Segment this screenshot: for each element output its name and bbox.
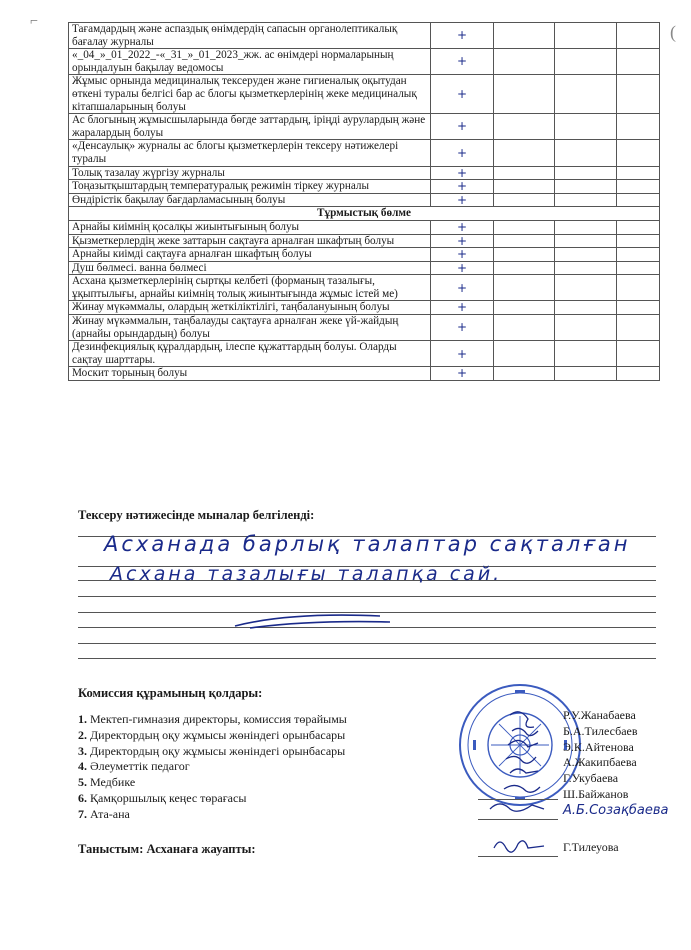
member-name: А.Жакипбаева [563, 755, 637, 770]
commission-member [78, 744, 347, 760]
empty-cell [616, 275, 659, 301]
empty-cell [493, 261, 554, 275]
empty-cell [616, 75, 659, 114]
empty-cell [493, 75, 554, 114]
checklist-item-text: Арнайы киімді сақтауға арналған шкафтың болуы [69, 248, 431, 262]
responsible-signature [490, 832, 550, 858]
empty-cell [616, 248, 659, 262]
empty-cell [493, 140, 554, 166]
member-role: Медбике [90, 775, 136, 790]
checklist-item-text: Тоңазытқыштардың температуралық режимін тіркеу журналы [69, 180, 431, 194]
empty-cell [555, 275, 616, 301]
checklist-mark: + [431, 180, 493, 194]
checklist-mark: + [431, 248, 493, 262]
checklist-mark: + [431, 234, 493, 248]
empty-cell [493, 341, 554, 367]
empty-cell [616, 114, 659, 140]
checklist-row [69, 341, 660, 367]
ruled-line [78, 658, 656, 659]
commission-member [78, 791, 347, 807]
checklist-row [69, 275, 660, 301]
empty-cell [493, 367, 554, 381]
empty-cell [555, 193, 616, 207]
checklist-mark: + [431, 140, 493, 166]
ruled-line [78, 643, 656, 644]
handwritten-finding-1: Асханада барлық талаптар сақталған [104, 532, 631, 556]
member-name: Б.А.Тилесбаев [563, 723, 638, 738]
section-row [69, 207, 660, 221]
empty-cell [555, 301, 616, 315]
empty-cell [555, 166, 616, 180]
empty-cell [616, 140, 659, 166]
checklist-row [69, 261, 660, 275]
commission-member [78, 712, 347, 728]
signature-line [478, 856, 558, 857]
responsible-name: Г.Тилеуова [563, 840, 619, 854]
member-number: 5. [78, 775, 87, 790]
checklist-mark: + [431, 261, 493, 275]
checklist-item-text: Ас блогының жұмысшыларында бөгде заттардың, іріңді аурулардың және жаралардың болуы [69, 114, 431, 140]
ruled-line [78, 596, 656, 597]
handwritten-scribble [230, 608, 400, 632]
empty-cell [493, 23, 554, 49]
checklist-row [69, 248, 660, 262]
checklist-row [69, 75, 660, 114]
empty-cell [555, 367, 616, 381]
checklist-row [69, 49, 660, 75]
member-role: Директордың оқу жұмысы жөніндегі орынбасары [90, 743, 346, 758]
checklist-item-text: Дезинфекциялық құралдардың, ілеспе құжаттардың болуы. Оларды сақтау шарттары. [69, 341, 431, 367]
empty-cell [493, 166, 554, 180]
empty-cell [493, 220, 554, 234]
member-number: 3. [78, 743, 87, 758]
checklist-item-text: «Денсаулық» журналы ас блогы қызметкерлерін тексеру нәтижелері туралы [69, 140, 431, 166]
checklist-item-text: Душ бөлмесі. ванна бөлмесі [69, 261, 431, 275]
commission-member [78, 807, 347, 823]
member-name: А.Б.Созақбаева [563, 802, 669, 818]
commission-member [78, 759, 347, 775]
empty-cell [555, 234, 616, 248]
checklist-row [69, 140, 660, 166]
checklist-item-text: Қызметкерлердің жеке заттарын сақтауға арналған шкафтың болуы [69, 234, 431, 248]
empty-cell [493, 248, 554, 262]
checklist-mark: + [431, 114, 493, 140]
empty-cell [493, 114, 554, 140]
signature-line [478, 819, 558, 820]
empty-cell [493, 315, 554, 341]
checklist-item-text: Асхана қызметкерлерінің сыртқы келбеті (форманың тазалығы, ұқыптылығы, арнайы киімнің толық жиынтығында жұмыс істей ме) [69, 275, 431, 301]
checklist-mark: + [431, 166, 493, 180]
checklist-mark: + [431, 275, 493, 301]
empty-cell [616, 193, 659, 207]
checklist-item-text: Тағамдардың және аспаздық өнімдердің сапасын органолептикалық бағалау журналы [69, 23, 431, 49]
empty-cell [616, 49, 659, 75]
checklist-mark: + [431, 49, 493, 75]
empty-cell [616, 23, 659, 49]
checklist-item-text: Жұмыс орнында медициналық тексеруден және гигиеналық оқытудан өткені туралы белгісі бар ас блогы қызметкерлерінің жеке медициналық кітапшаларының болуы [69, 75, 431, 114]
empty-cell [555, 114, 616, 140]
checklist-mark: + [431, 341, 493, 367]
empty-cell [616, 180, 659, 194]
commission-member [78, 775, 347, 791]
checklist-item-text: Москит торының болуы [69, 367, 431, 381]
empty-cell [493, 49, 554, 75]
member-number: 6. [78, 790, 87, 805]
findings-title: Тексеру нәтижесінде мыналар белгіленді: [78, 508, 315, 522]
empty-cell [555, 248, 616, 262]
member-name: Ш.Байжанов [563, 786, 629, 801]
empty-cell [493, 234, 554, 248]
checklist-item-text: Жинау мүкәммалын, таңбалауды сақтауға арналған жеке үй-жайдың (арнайы орындардың) болуы [69, 315, 431, 341]
empty-cell [616, 234, 659, 248]
checklist-row [69, 23, 660, 49]
member-role: Мектеп-гимназия директоры, комиссия төрайымы [90, 712, 347, 726]
checklist-item-text: «_04_»_01_2022_-«_31_»_01_2023_жж. ас өнімдері нормаларының орындалуын бақылау ведомосы [69, 49, 431, 75]
checklist-mark: + [431, 23, 493, 49]
checklist-mark: + [431, 193, 493, 207]
empty-cell [555, 49, 616, 75]
empty-cell [616, 220, 659, 234]
checklist-row [69, 180, 660, 194]
empty-cell [493, 180, 554, 194]
checklist-mark: + [431, 367, 493, 381]
commission-names-list [563, 708, 668, 819]
member-name: Р.У.Жанабаева [563, 708, 636, 722]
commission-members-list [78, 712, 347, 823]
member-role: Қамқоршылық кеңес төрағасы [90, 790, 247, 805]
empty-cell [555, 140, 616, 166]
member-number: 2. [78, 727, 87, 742]
checklist-row [69, 166, 660, 180]
section-title: Тұрмыстық бөлме [69, 207, 660, 221]
member-number: 4. [78, 759, 87, 774]
inspection-checklist-table [68, 22, 660, 381]
checklist-mark: + [431, 220, 493, 234]
empty-cell [616, 261, 659, 275]
member-number: 7. [78, 806, 87, 821]
responsible-label: Таныстым: Асханаға жауапты: [78, 842, 256, 856]
member-role: Әлеуметтік педагог [90, 759, 190, 774]
checklist-row [69, 301, 660, 315]
commission-title: Комиссия құрамының қолдары: [78, 686, 263, 700]
empty-cell [493, 301, 554, 315]
checklist-mark: + [431, 75, 493, 114]
member-name: Г.Укубаева [563, 771, 619, 786]
empty-cell [555, 261, 616, 275]
empty-cell [555, 180, 616, 194]
empty-cell [616, 341, 659, 367]
checklist-row [69, 193, 660, 207]
empty-cell [616, 166, 659, 180]
signature-line [478, 799, 558, 800]
member-name: Э.К.Айтенова [563, 739, 634, 754]
handwritten-finding-2: Асхана тазалығы талапқа сай. [110, 563, 503, 585]
checklist-item-text: Жинау мүкәммалы, олардың жеткіліктілігі, таңбалануының болуы [69, 301, 431, 315]
checklist-row [69, 315, 660, 341]
empty-cell [555, 75, 616, 114]
empty-cell [616, 315, 659, 341]
checklist-item-text: Толық тазалау жүргізу журналы [69, 166, 431, 180]
checklist-item-text: Өндірістік бақылау бағдарламасының болуы [69, 193, 431, 207]
empty-cell [555, 220, 616, 234]
empty-cell [616, 367, 659, 381]
checklist-row [69, 114, 660, 140]
empty-cell [555, 23, 616, 49]
member-number: 1. [78, 712, 87, 726]
checklist-row [69, 367, 660, 381]
checklist-mark: + [431, 315, 493, 341]
empty-cell [493, 193, 554, 207]
corner-tick-mark: ⌐ [30, 14, 38, 29]
checklist-row [69, 234, 660, 248]
checklist-row [69, 220, 660, 234]
checklist-mark: + [431, 301, 493, 315]
empty-cell [493, 275, 554, 301]
checklist-item-text: Арнайы киімнің қосалқы жиынтығының болуы [69, 220, 431, 234]
member-role: Директордың оқу жұмысы жөніндегі орынбасары [90, 727, 346, 742]
empty-cell [616, 301, 659, 315]
empty-cell [555, 315, 616, 341]
handwritten-signatures [470, 705, 570, 825]
margin-mark: ( [670, 22, 676, 42]
commission-member [78, 728, 347, 744]
empty-cell [555, 341, 616, 367]
member-role: Ата-ана [90, 806, 130, 821]
